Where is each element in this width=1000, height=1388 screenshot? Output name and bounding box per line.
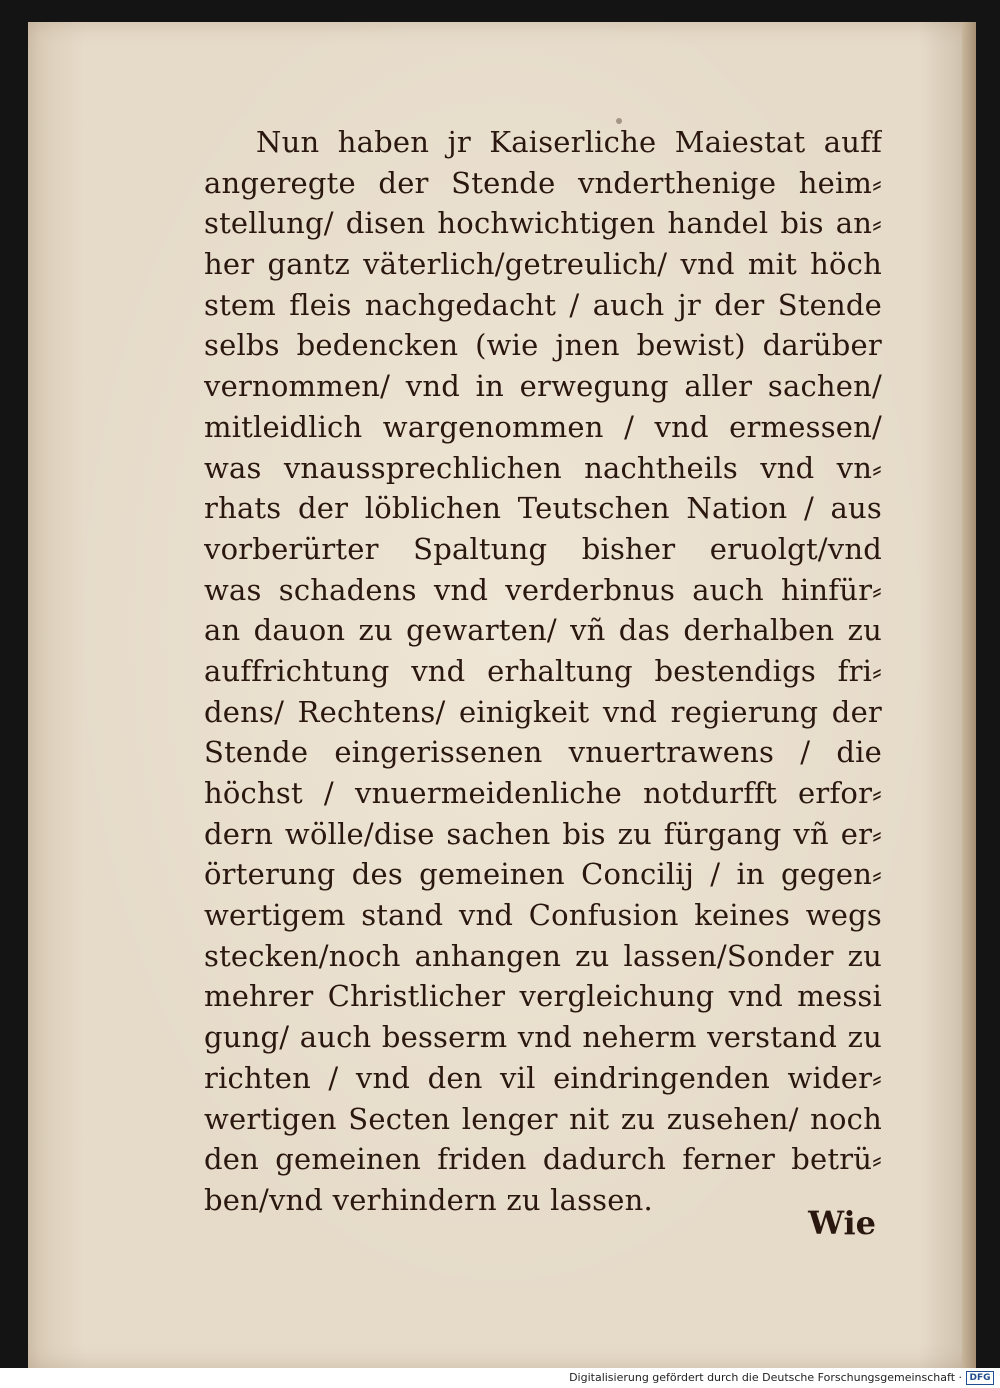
text-line: richten / vnd den vil eindringenden wider⸗ — [204, 1060, 882, 1095]
text-line: vorberürter Spaltung bisher eruolgt/vnd — [204, 531, 882, 566]
text-line: gung/ auch besserm vnd neherm verstand zu — [204, 1020, 882, 1055]
text-line: wertigem stand vnd Confusion keines wegs — [204, 898, 882, 933]
text-line: höchst / vnuermeidenliche notdurfft erfor⸗ — [204, 776, 882, 810]
text-line: mitleidlich wargenommen / vnd ermessen/ — [204, 409, 882, 444]
text-line: stecken/noch anhangen zu lassen/Sonder zu — [204, 938, 882, 973]
text-line: selbs bedencken (wie jnen bewist) darüber — [204, 328, 882, 363]
text-line: dens/ Rechtens/ einigkeit vnd regierung der — [204, 694, 882, 729]
text-line: rhats der löblichen Teutschen Nation / aus — [204, 491, 882, 526]
text-line: dern wölle/dise sachen bis zu fürgang vñ er⸗ — [204, 816, 882, 851]
text-line: auffrichtung vnd erhaltung bestendigs fri⸗ — [204, 653, 882, 688]
text-line: den gemeinen friden dadurch ferner betrü⸗ — [204, 1142, 882, 1177]
text-line: angeregte der Stende vnderthenige heim⸗ — [204, 165, 882, 200]
text-line: stellung/ disen hochwichtigen handel bis an⸗ — [204, 206, 882, 241]
text-line: vernommen/ vnd in erwegung aller sachen/ — [204, 369, 882, 404]
page-edge — [962, 22, 976, 1368]
dfg-logo[interactable]: DFG — [966, 1371, 994, 1385]
funding-notice: Digitalisierung gefördert durch die Deutsche Forschungsgemeinschaft · — [569, 1371, 962, 1384]
text-line: an dauon zu gewarten/ vñ das derhalben zu — [204, 613, 882, 648]
text-line: was vnaussprechlichen nachtheils vnd vn⸗ — [204, 450, 882, 485]
text-line: Stende eingerissenen vnuertrawens / die — [204, 735, 882, 770]
catchword: Wie — [808, 1204, 876, 1242]
page-text — [204, 122, 882, 1221]
text-line: örterung des gemeinen Concilij / in gegen⸗ — [204, 857, 882, 892]
text-line: her gantz väterlich/getreulich/ vnd mit höch — [204, 247, 882, 282]
text-line: Nun haben jr Kaiserliche Maiestat auff — [256, 125, 882, 159]
text-line: ben/vnd verhindern zu lassen. — [204, 1182, 653, 1217]
text-line: mehrer Christlicher vergleichung vnd messi — [204, 979, 882, 1014]
text-line: stem fleis nachgedacht / auch jr der Stende — [204, 287, 882, 322]
funding-footer — [0, 1368, 1000, 1388]
text-line: wertigen Secten lenger nit zu zusehen/ noch — [204, 1101, 882, 1136]
text-line: was schadens vnd verderbnus auch hinfür⸗ — [204, 572, 882, 607]
